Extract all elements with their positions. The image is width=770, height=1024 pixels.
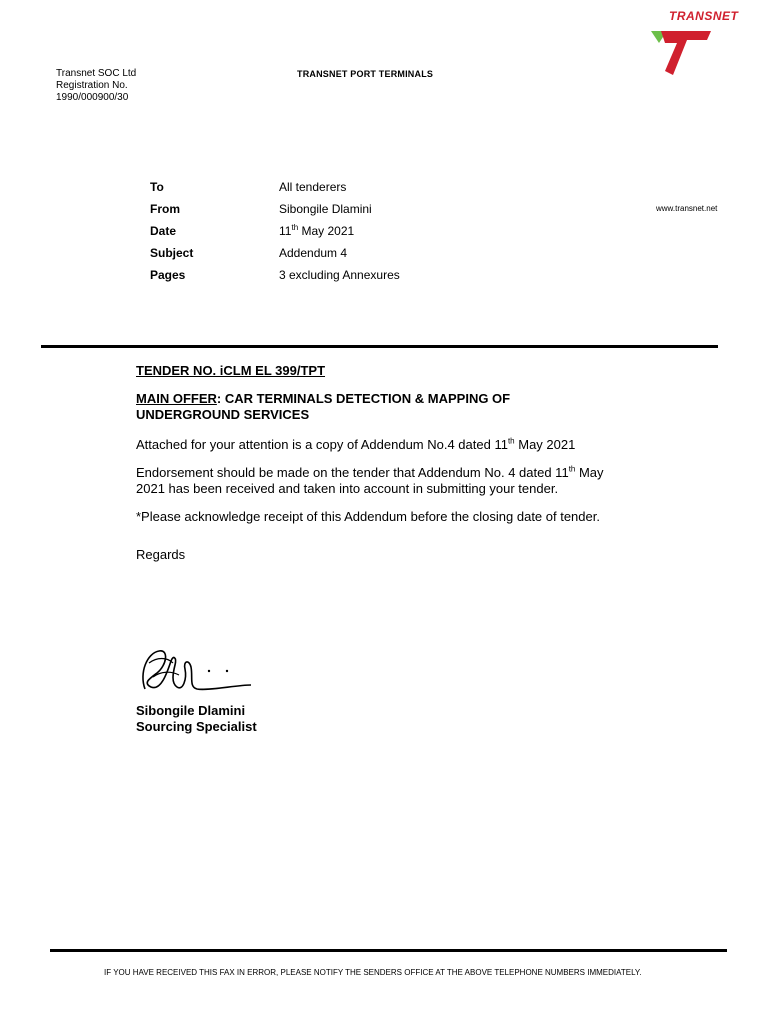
company-info (56, 68, 136, 104)
signer-name: Sibongile Dlamini (136, 703, 246, 718)
paragraph-acknowledge: *Please acknowledge receipt of this Addendum before the closing date of tender. (136, 509, 600, 524)
paragraph-endorsement-sup: th (568, 464, 576, 474)
pages-label: Pages (150, 268, 186, 282)
divider-bottom (50, 949, 727, 952)
date-value (279, 224, 354, 238)
website-url: www.transnet.net (656, 204, 718, 213)
registration-label: Registration No. (56, 80, 128, 91)
paragraph-attached-text: Attached for your attention is a copy of Addendum No.4 dated 11 (136, 437, 508, 452)
department-title: TRANSNET PORT TERMINALS (297, 69, 434, 79)
letter-body (136, 363, 616, 563)
date-day: 11 (279, 224, 292, 238)
paragraph-endorsement (136, 465, 616, 497)
main-offer-heading (136, 391, 616, 423)
paragraph-endorsement-text: Endorsement should be made on the tender that Addendum No. 4 dated 11 (136, 465, 569, 480)
signer-title: Sourcing Specialist (136, 719, 257, 734)
to-value: All tenderers (279, 180, 347, 194)
to-label: To (150, 180, 164, 194)
signer-block (136, 703, 257, 735)
date-label: Date (150, 224, 177, 238)
paragraph-endorsement-end: May 2021 has been received and taken into account in submitting your tender. (136, 465, 604, 496)
pages-value: 3 excluding Annexures (279, 268, 400, 282)
from-label: From (150, 202, 180, 216)
subject-label: Subject (150, 246, 194, 260)
subject-value: Addendum 4 (279, 246, 348, 260)
tender-number: TENDER NO. iCLM EL 399/TPT (136, 363, 326, 378)
date-rest: May 2021 (298, 224, 355, 238)
regards: Regards (136, 547, 186, 562)
registration-number: 1990/000900/30 (56, 92, 129, 103)
main-offer-text: : CAR TERMINALS DETECTION & MAPPING OF UNDERGROUND SERVICES (136, 391, 511, 422)
logo-wordmark: TRANSNET (669, 9, 739, 23)
main-offer-label: MAIN OFFER (136, 391, 217, 406)
from-value: Sibongile Dlamini (279, 202, 372, 216)
fax-notice: IF YOU HAVE RECEIVED THIS FAX IN ERROR, PLEASE NOTIFY THE SENDERS OFFICE AT THE ABOVE TELEPHONE NUMBERS IMMEDIATELY. (104, 968, 642, 977)
date-suffix: th (291, 223, 299, 232)
paragraph-attached (136, 437, 616, 453)
paragraph-attached-end: May 2021 (514, 437, 576, 452)
signature-image (137, 643, 255, 699)
paragraph-attached-sup: th (507, 436, 515, 446)
divider-top (41, 345, 718, 348)
company-name: Transnet SOC Ltd (56, 68, 137, 79)
transnet-logo-icon (651, 31, 711, 75)
